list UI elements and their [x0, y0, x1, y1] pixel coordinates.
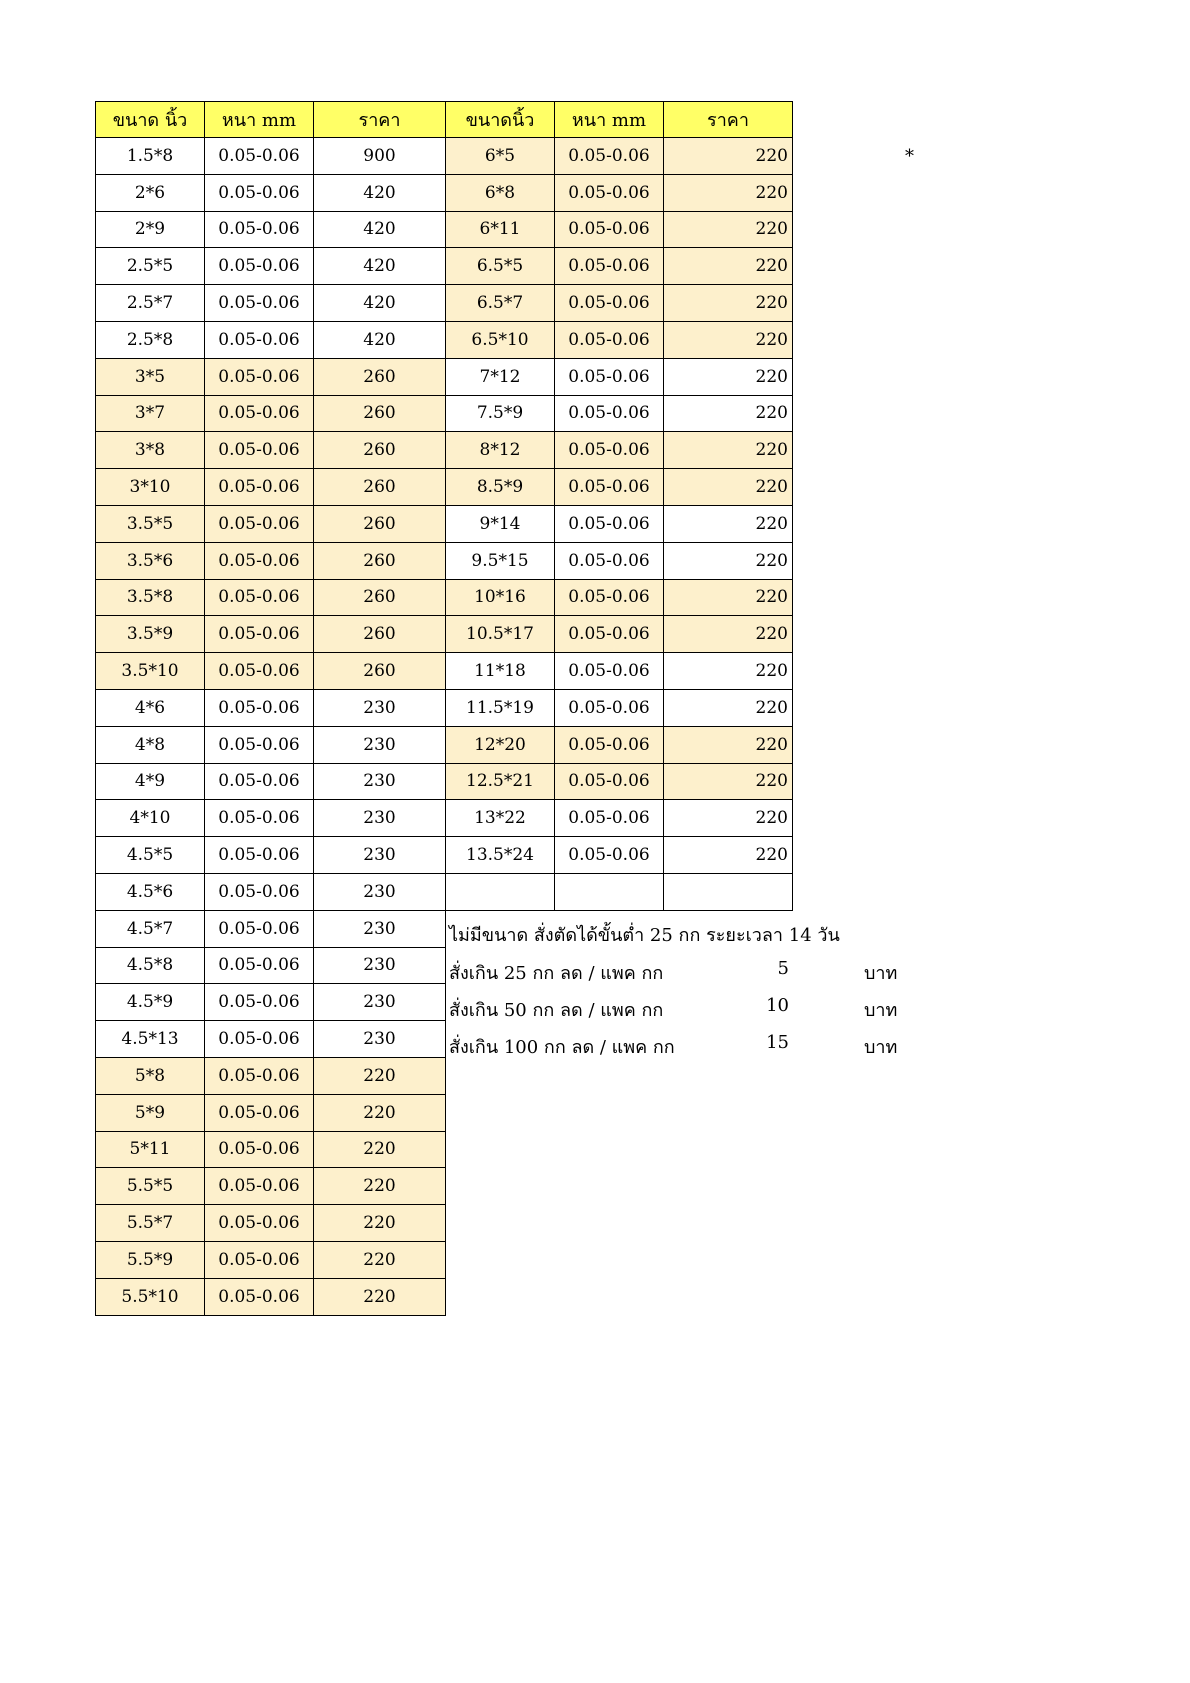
column-header: ขนาดนิ้ว: [445, 101, 555, 138]
price-cell: 220: [663, 652, 793, 690]
size-cell: 3*7: [95, 395, 205, 433]
price-cell: 220: [313, 1057, 446, 1095]
thickness-cell: 0.05-0.06: [554, 431, 664, 469]
thickness-cell: 0.05-0.06: [204, 836, 314, 874]
size-cell: 2.5*5: [95, 247, 205, 285]
size-cell: 7*12: [445, 358, 555, 396]
price-cell: 420: [313, 247, 446, 285]
thickness-cell: 0.05-0.06: [204, 1241, 314, 1279]
size-cell: 13.5*24: [445, 836, 555, 874]
discount-label: สั่งเกิน 25 กก ลด / แพค กก: [449, 963, 664, 984]
price-cell: 220: [663, 799, 793, 837]
thickness-cell: 0.05-0.06: [554, 284, 664, 322]
discount-label: สั่งเกิน 50 กก ลด / แพค กก: [449, 1000, 664, 1021]
size-cell: 2.5*7: [95, 284, 205, 322]
size-cell: [445, 873, 555, 911]
thickness-cell: 0.05-0.06: [204, 652, 314, 690]
size-cell: 6.5*5: [445, 247, 555, 285]
thickness-cell: 0.05-0.06: [204, 174, 314, 212]
price-cell: 230: [313, 689, 446, 727]
thickness-cell: 0.05-0.06: [204, 726, 314, 764]
size-cell: 2*6: [95, 174, 205, 212]
size-cell: 3.5*9: [95, 615, 205, 653]
thickness-cell: 0.05-0.06: [554, 542, 664, 580]
discount-label: สั่งเกิน 100 กก ลด / แพค กก: [449, 1037, 675, 1058]
price-cell: 230: [313, 983, 446, 1021]
size-cell: 4.5*8: [95, 947, 205, 985]
price-cell: 260: [313, 505, 446, 543]
thickness-cell: 0.05-0.06: [204, 873, 314, 911]
price-cell: 220: [663, 321, 793, 359]
size-cell: 9*14: [445, 505, 555, 543]
discount-unit: บาท: [864, 1037, 898, 1058]
price-cell: 260: [313, 358, 446, 396]
thickness-cell: 0.05-0.06: [204, 1131, 314, 1169]
size-cell: 6*11: [445, 211, 555, 249]
price-cell: 230: [313, 836, 446, 874]
price-cell: 260: [313, 395, 446, 433]
size-cell: 3.5*10: [95, 652, 205, 690]
size-cell: 7.5*9: [445, 395, 555, 433]
price-cell: 230: [313, 799, 446, 837]
size-cell: 10.5*17: [445, 615, 555, 653]
column-header: หนา mm: [554, 101, 664, 138]
size-cell: 5*8: [95, 1057, 205, 1095]
discount-unit: บาท: [864, 1000, 898, 1021]
thickness-cell: 0.05-0.06: [554, 579, 664, 617]
price-cell: 220: [663, 211, 793, 249]
size-cell: 2*9: [95, 211, 205, 249]
thickness-cell: 0.05-0.06: [204, 247, 314, 285]
thickness-cell: 0.05-0.06: [204, 1204, 314, 1242]
thickness-cell: 0.05-0.06: [204, 211, 314, 249]
size-cell: 6.5*10: [445, 321, 555, 359]
thickness-cell: 0.05-0.06: [204, 947, 314, 985]
thickness-cell: 0.05-0.06: [204, 542, 314, 580]
price-cell: 260: [313, 468, 446, 506]
price-cell: 220: [663, 689, 793, 727]
thickness-cell: 0.05-0.06: [204, 1167, 314, 1205]
size-cell: 5.5*7: [95, 1204, 205, 1242]
size-cell: 5.5*9: [95, 1241, 205, 1279]
price-cell: 260: [313, 542, 446, 580]
thickness-cell: 0.05-0.06: [204, 799, 314, 837]
thickness-cell: 0.05-0.06: [204, 579, 314, 617]
price-cell: 220: [663, 174, 793, 212]
column-header: ขนาด นิ้ว: [95, 101, 205, 138]
order-note: ไม่มีขนาด สั่งตัดได้ขั้นต่ำ 25 กก ระยะเวลา 14 วัน: [449, 925, 840, 946]
thickness-cell: 0.05-0.06: [554, 321, 664, 359]
price-cell: 220: [663, 431, 793, 469]
size-cell: 3*10: [95, 468, 205, 506]
price-cell: 220: [663, 505, 793, 543]
thickness-cell: 0.05-0.06: [554, 726, 664, 764]
size-cell: 11*18: [445, 652, 555, 690]
thickness-cell: 0.05-0.06: [204, 615, 314, 653]
thickness-cell: 0.05-0.06: [204, 321, 314, 359]
size-cell: 2.5*8: [95, 321, 205, 359]
price-cell: 220: [663, 284, 793, 322]
thickness-cell: 0.05-0.06: [554, 836, 664, 874]
price-cell: 260: [313, 615, 446, 653]
thickness-cell: 0.05-0.06: [554, 763, 664, 801]
thickness-cell: 0.05-0.06: [204, 468, 314, 506]
thickness-cell: 0.05-0.06: [554, 137, 664, 175]
price-cell: 220: [313, 1131, 446, 1169]
thickness-cell: 0.05-0.06: [554, 468, 664, 506]
price-cell: 230: [313, 873, 446, 911]
price-cell: 220: [663, 358, 793, 396]
size-cell: 4*10: [95, 799, 205, 837]
size-cell: 4*8: [95, 726, 205, 764]
size-cell: 3.5*5: [95, 505, 205, 543]
price-cell: 220: [663, 763, 793, 801]
price-cell: 230: [313, 947, 446, 985]
discount-amount: 5: [777, 958, 789, 979]
thickness-cell: 0.05-0.06: [204, 137, 314, 175]
size-cell: 4*9: [95, 763, 205, 801]
thickness-cell: 0.05-0.06: [554, 615, 664, 653]
thickness-cell: 0.05-0.06: [204, 983, 314, 1021]
price-cell: 220: [313, 1204, 446, 1242]
size-cell: 5.5*10: [95, 1278, 205, 1316]
size-cell: 8*12: [445, 431, 555, 469]
thickness-cell: 0.05-0.06: [554, 652, 664, 690]
thickness-cell: 0.05-0.06: [204, 1094, 314, 1132]
size-cell: 1.5*8: [95, 137, 205, 175]
thickness-cell: 0.05-0.06: [204, 1020, 314, 1058]
price-cell: 220: [663, 395, 793, 433]
price-cell: 230: [313, 1020, 446, 1058]
price-cell: 420: [313, 321, 446, 359]
size-cell: 4.5*9: [95, 983, 205, 1021]
price-cell: [663, 873, 793, 911]
price-cell: 420: [313, 284, 446, 322]
price-cell: 220: [663, 247, 793, 285]
price-cell: 230: [313, 763, 446, 801]
thickness-cell: 0.05-0.06: [204, 1057, 314, 1095]
size-cell: 4.5*13: [95, 1020, 205, 1058]
thickness-cell: 0.05-0.06: [204, 910, 314, 948]
thickness-cell: 0.05-0.06: [554, 211, 664, 249]
size-cell: 12.5*21: [445, 763, 555, 801]
thickness-cell: 0.05-0.06: [204, 763, 314, 801]
price-cell: 220: [313, 1167, 446, 1205]
thickness-cell: 0.05-0.06: [204, 1278, 314, 1316]
price-cell: 220: [663, 726, 793, 764]
size-cell: 6.5*7: [445, 284, 555, 322]
price-cell: 220: [663, 615, 793, 653]
price-cell: 900: [313, 137, 446, 175]
size-cell: 4*6: [95, 689, 205, 727]
thickness-cell: 0.05-0.06: [204, 505, 314, 543]
size-cell: 5*11: [95, 1131, 205, 1169]
price-cell: 220: [663, 468, 793, 506]
column-header: หนา mm: [204, 101, 314, 138]
column-header: ราคา: [313, 101, 446, 138]
size-cell: 9.5*15: [445, 542, 555, 580]
size-cell: 3*5: [95, 358, 205, 396]
thickness-cell: 0.05-0.06: [204, 358, 314, 396]
size-cell: 3*8: [95, 431, 205, 469]
size-cell: 10*16: [445, 579, 555, 617]
discount-amount: 10: [766, 995, 789, 1016]
size-cell: 13*22: [445, 799, 555, 837]
price-cell: 260: [313, 652, 446, 690]
column-header: ราคา: [663, 101, 793, 138]
price-cell: 260: [313, 579, 446, 617]
price-cell: 220: [663, 836, 793, 874]
discount-unit: บาท: [864, 963, 898, 984]
size-cell: 6*5: [445, 137, 555, 175]
thickness-cell: 0.05-0.06: [204, 431, 314, 469]
price-cell: 260: [313, 431, 446, 469]
size-cell: 4.5*7: [95, 910, 205, 948]
size-cell: 6*8: [445, 174, 555, 212]
thickness-cell: 0.05-0.06: [554, 247, 664, 285]
discount-amount: 15: [766, 1032, 789, 1053]
price-cell: 420: [313, 174, 446, 212]
thickness-cell: 0.05-0.06: [204, 284, 314, 322]
price-cell: 220: [313, 1094, 446, 1132]
thickness-cell: 0.05-0.06: [554, 505, 664, 543]
thickness-cell: 0.05-0.06: [554, 799, 664, 837]
thickness-cell: 0.05-0.06: [204, 689, 314, 727]
size-cell: 12*20: [445, 726, 555, 764]
size-cell: 3.5*8: [95, 579, 205, 617]
price-cell: 220: [663, 137, 793, 175]
size-cell: 3.5*6: [95, 542, 205, 580]
size-cell: 8.5*9: [445, 468, 555, 506]
thickness-cell: [554, 873, 664, 911]
thickness-cell: 0.05-0.06: [554, 689, 664, 727]
price-cell: 230: [313, 910, 446, 948]
size-cell: 5*9: [95, 1094, 205, 1132]
price-cell: 220: [313, 1241, 446, 1279]
size-cell: 4.5*6: [95, 873, 205, 911]
price-cell: 220: [313, 1278, 446, 1316]
size-cell: 5.5*5: [95, 1167, 205, 1205]
thickness-cell: 0.05-0.06: [204, 395, 314, 433]
price-cell: 230: [313, 726, 446, 764]
price-cell: 220: [663, 579, 793, 617]
thickness-cell: 0.05-0.06: [554, 174, 664, 212]
thickness-cell: 0.05-0.06: [554, 358, 664, 396]
price-cell: 220: [663, 542, 793, 580]
size-cell: 4.5*5: [95, 836, 205, 874]
asterisk-mark: *: [905, 146, 914, 167]
size-cell: 11.5*19: [445, 689, 555, 727]
price-cell: 420: [313, 211, 446, 249]
thickness-cell: 0.05-0.06: [554, 395, 664, 433]
